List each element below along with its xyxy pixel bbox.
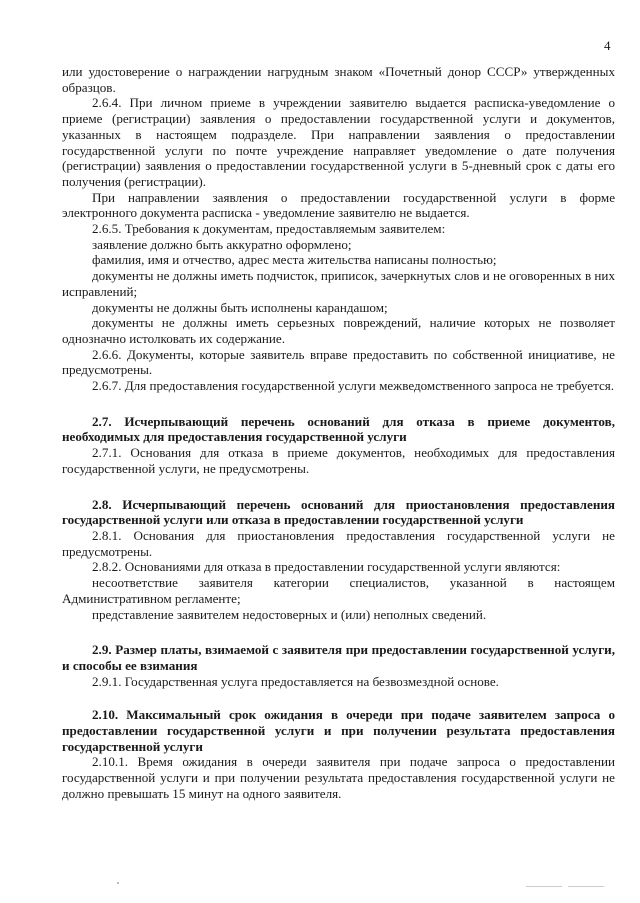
section-heading-2-10: 2.10. Максимальный срок ожидания в очереди при подаче заявителем запроса о предоставлении государственной услуги и при получении результата предоставления государственной услуги [62,707,615,754]
paragraph: 2.6.5. Требования к документам, предоставляемым заявителем: [92,221,446,237]
paragraph: или удостоверение о награждении нагрудным знаком «Почетный донор СССР» утвержденных образцов. [62,64,615,95]
scan-speck [117,882,119,884]
list-item: представление заявителем недостоверных и (или) неполных сведений. [92,606,487,622]
paragraph: 2.9.1. Государственная услуга предоставляется на безвозмездной основе. [92,673,499,689]
paragraph: 2.6.6. Документы, которые заявитель вправе предоставить по собственной инициативе, не предусмотрены. [62,346,615,378]
paragraph: 2.8.1. Основания для приостановления предоставления государственной услуги не предусмотрены. [62,527,615,559]
list-item: документы не должны иметь серьезных повреждений, наличие которых не позволяет однозначно истолковать их содержание. [62,315,615,346]
section-heading-2-9: 2.9. Размер платы, взимаемой с заявителя при предоставлении государственной услуги, и способы ее взимания [62,642,615,673]
document-body [62,64,615,802]
footer-rule [568,886,604,887]
footer-rule [526,886,562,887]
list-item: заявление должно быть аккуратно оформлено; [92,236,352,252]
section-heading-2-7: 2.7. Исчерпывающий перечень оснований для отказа в приеме документов, необходимых для предоставления государственной услуги [62,413,615,445]
paragraph: 2.7.1. Основания для отказа в приеме документов, необходимых для предоставления государственной услуги, не предусмотрены. [62,445,615,476]
paragraph: 2.8.2. Основаниями для отказа в предоставлении государственной услуги являются: [92,559,561,575]
list-item: несоответствие заявителя категории специалистов, указанной в настоящем Административном регламенте; [62,575,615,606]
paragraph: 2.10.1. Время ожидания в очереди заявителя при подаче запроса о предоставлении государственной услуги и при получении результата предоставления государственной услуги не должно превышать 15 минут на одного заявителя. [62,754,615,801]
page-number: 4 [604,38,611,53]
list-item: документы не должны быть исполнены карандашом; [92,299,388,315]
section-heading-2-8: 2.8. Исчерпывающий перечень оснований для приостановления предоставления государственной услуги или отказа в предоставлении государственной услуги [62,496,615,528]
paragraph: При направлении заявления о предоставлении государственной услуги в форме электронного документа расписка - уведомление заявителю не выдается. [62,189,615,221]
paragraph: 2.6.4. При личном приеме в учреждении заявителю выдается расписка-уведомление о приеме (регистрации) заявления о предоставлении государственной услуги и документов, указанных в настоящем подразделе. При направлении заявления о предоставлении государственной услуги по почте учреждение направляет уведомление о дате получения (регистрации) заявления о предоставлении государственной услуги в 5-дневный срок с даты его получения (регистрации). [62,95,615,189]
list-item: фамилия, имя и отчество, адрес места жительства написаны полностью; [92,252,497,268]
paragraph: 2.6.7. Для предоставления государственной услуги межведомственного запроса не требуется. [92,378,615,394]
list-item: документы не должны иметь подчисток, приписок, зачеркнутых слов и не оговоренных в них исправлений; [62,268,615,299]
